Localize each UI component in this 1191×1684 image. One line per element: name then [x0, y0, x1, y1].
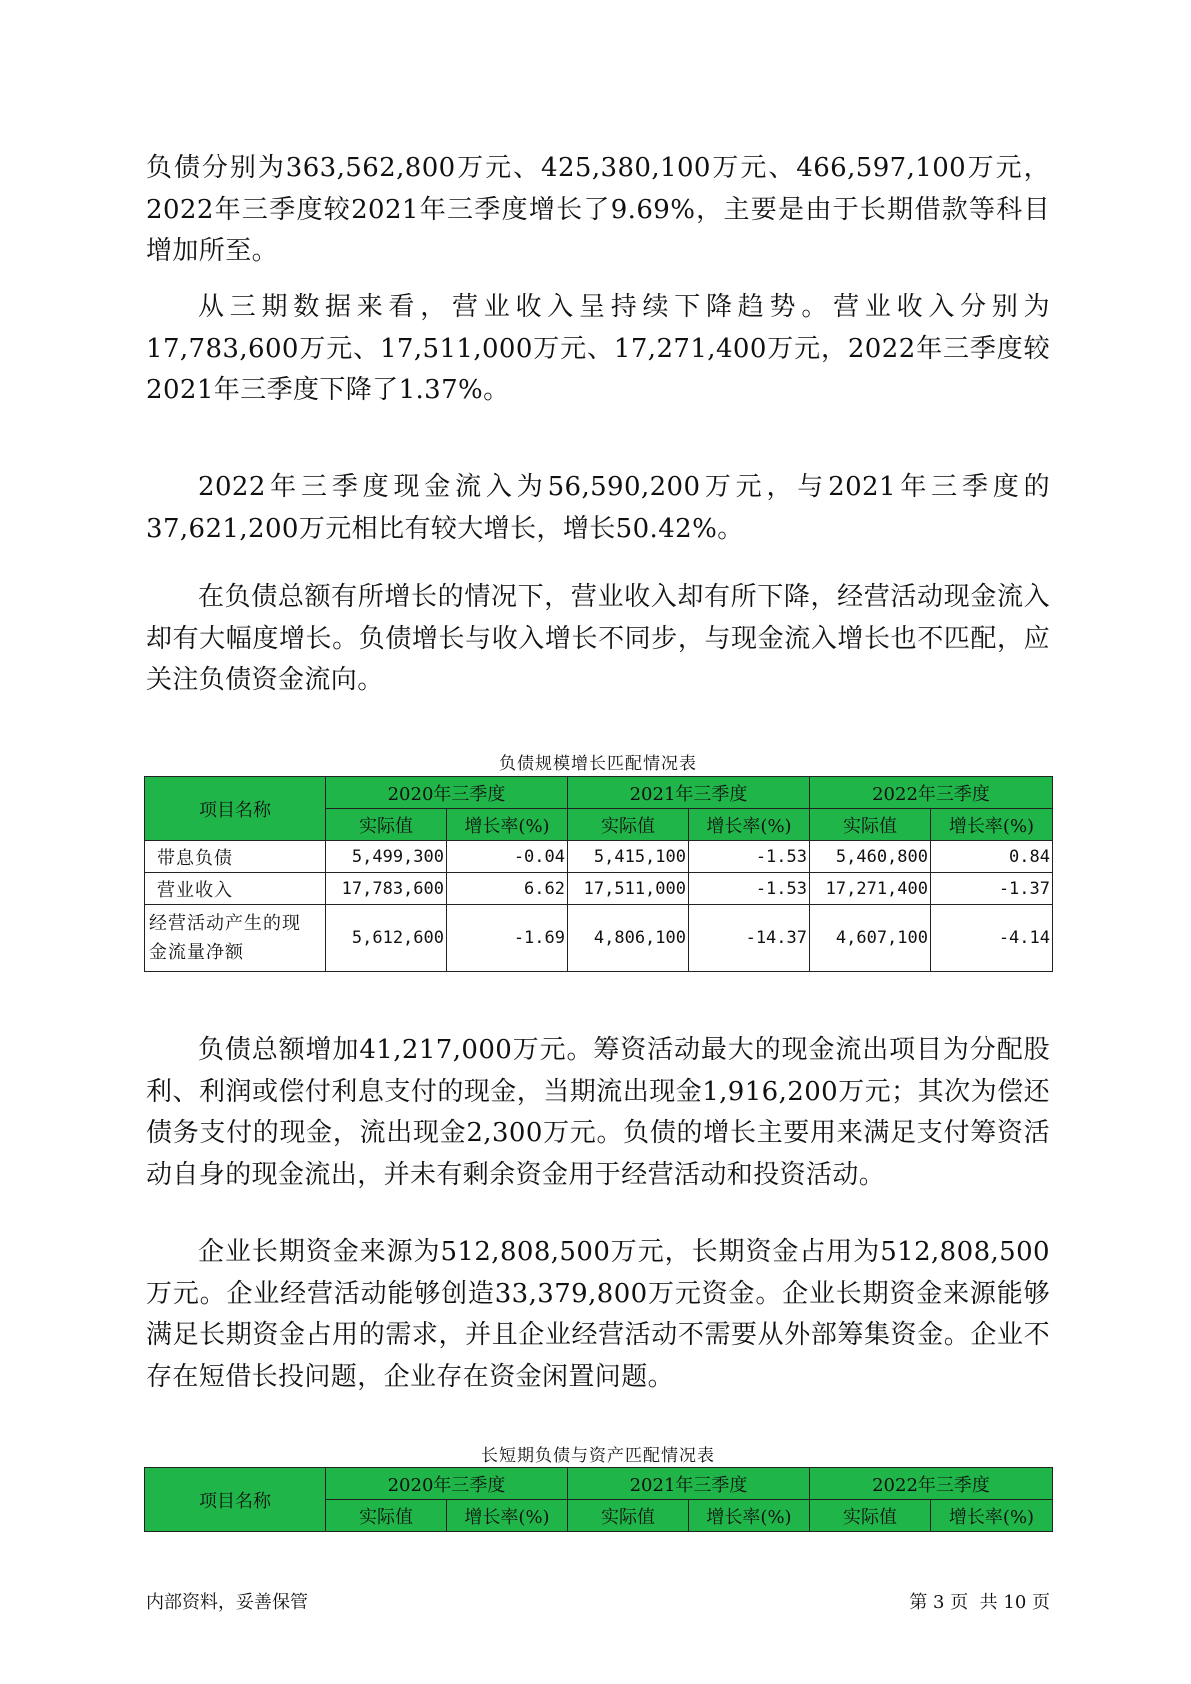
paragraph-5: 负债总额增加41,217,000万元。筹资活动最大的现金流出项目为分配股利、利润或偿付利息支付的现金，当期流出现金1,916,200万元；其次为偿还债务支付的现金，流出现金2,300万元。负债的增长主要用来满足支付筹资活动自身的现金流出，并未有剩余资金用于经营活动和投资活动。: [146, 1035, 1050, 1190]
cell-value: -0.04: [447, 841, 568, 873]
cell-value: -1.53: [689, 841, 810, 873]
cell-value: 17,511,000: [568, 873, 689, 905]
cell-value: -4.14: [931, 905, 1053, 972]
header-actual: 实际值: [568, 809, 689, 841]
header-actual: 实际值: [568, 1500, 689, 1532]
cell-value: 0.84: [931, 841, 1053, 873]
table-row: [145, 905, 1053, 972]
table-row: [145, 873, 1053, 905]
header-actual: 实际值: [810, 1500, 931, 1532]
asset-liability-match-table: [144, 1467, 1053, 1532]
page-number: 第 3 页 共 10 页: [909, 1592, 1050, 1613]
header-growth: 增长率(%): [931, 809, 1053, 841]
header-period: 2020年三季度: [326, 1468, 568, 1500]
paragraph-4: 在负债总额有所增长的情况下，营业收入却有所下降，经营活动现金流入却有大幅度增长。负债增长与收入增长不同步，与现金流入增长也不匹配，应关注负债资金流向。: [146, 582, 1050, 695]
cell-value: 17,271,400: [810, 873, 931, 905]
header-growth: 增长率(%): [447, 1500, 568, 1532]
paragraph-2: 从三期数据来看，营业收入呈持续下降趋势。营业收入分别为17,783,600万元、17,511,000万元、17,271,400万元，2022年三季度较2021年三季度下降了1.37%。: [146, 292, 1050, 405]
header-growth: 增长率(%): [689, 809, 810, 841]
cell-value: 4,806,100: [568, 905, 689, 972]
cell-value: -1.37: [931, 873, 1053, 905]
header-item-name: 项目名称: [145, 1468, 326, 1532]
liability-growth-table: [144, 776, 1053, 972]
cell-value: 6.62: [447, 873, 568, 905]
cell-value: 4,607,100: [810, 905, 931, 972]
paragraph-6: 企业长期资金来源为512,808,500万元，长期资金占用为512,808,500万元。企业经营活动能够创造33,379,800万元资金。企业长期资金来源能够满足长期资金占用的需求，并且企业经营活动不需要从外部筹集资金。企业不存在短借长投问题，企业存在资金闲置问题。: [146, 1237, 1050, 1392]
header-growth: 增长率(%): [689, 1500, 810, 1532]
header-period: 2020年三季度: [326, 777, 568, 809]
header-growth: 增长率(%): [447, 809, 568, 841]
header-actual: 实际值: [326, 1500, 447, 1532]
table-row: [145, 841, 1053, 873]
table-caption: 负债规模增长匹配情况表: [499, 754, 697, 774]
cell-value: 5,499,300: [326, 841, 447, 873]
cell-value: -1.69: [447, 905, 568, 972]
cell-value: 17,783,600: [326, 873, 447, 905]
header-period: 2021年三季度: [568, 777, 810, 809]
cell-value: 5,415,100: [568, 841, 689, 873]
table-caption: 长短期负债与资产匹配情况表: [481, 1446, 715, 1466]
header-item-name: 项目名称: [145, 777, 326, 841]
cell-value: 5,612,600: [326, 905, 447, 972]
cell-value: -14.37: [689, 905, 810, 972]
footer-left: 内部资料，妥善保管: [146, 1592, 308, 1613]
cell-value: -1.53: [689, 873, 810, 905]
header-actual: 实际值: [810, 809, 931, 841]
header-growth: 增长率(%): [931, 1500, 1053, 1532]
cell-value: 5,460,800: [810, 841, 931, 873]
row-label: 营业收入: [145, 873, 326, 905]
paragraph-3: 2022年三季度现金流入为56,590,200万元，与2021年三季度的37,621,200万元相比有较大增长，增长50.42%。: [146, 472, 1050, 544]
paragraph-1: 负债分别为363,562,800万元、425,380,100万元、466,597,100万元，2022年三季度较2021年三季度增长了9.69%，主要是由于长期借款等科目增加所至。: [146, 153, 1050, 266]
header-period: 2022年三季度: [810, 777, 1053, 809]
row-label: 经营活动产生的现金流量净额: [145, 905, 326, 972]
header-period: 2022年三季度: [810, 1468, 1053, 1500]
header-period: 2021年三季度: [568, 1468, 810, 1500]
header-actual: 实际值: [326, 809, 447, 841]
row-label: 带息负债: [145, 841, 326, 873]
